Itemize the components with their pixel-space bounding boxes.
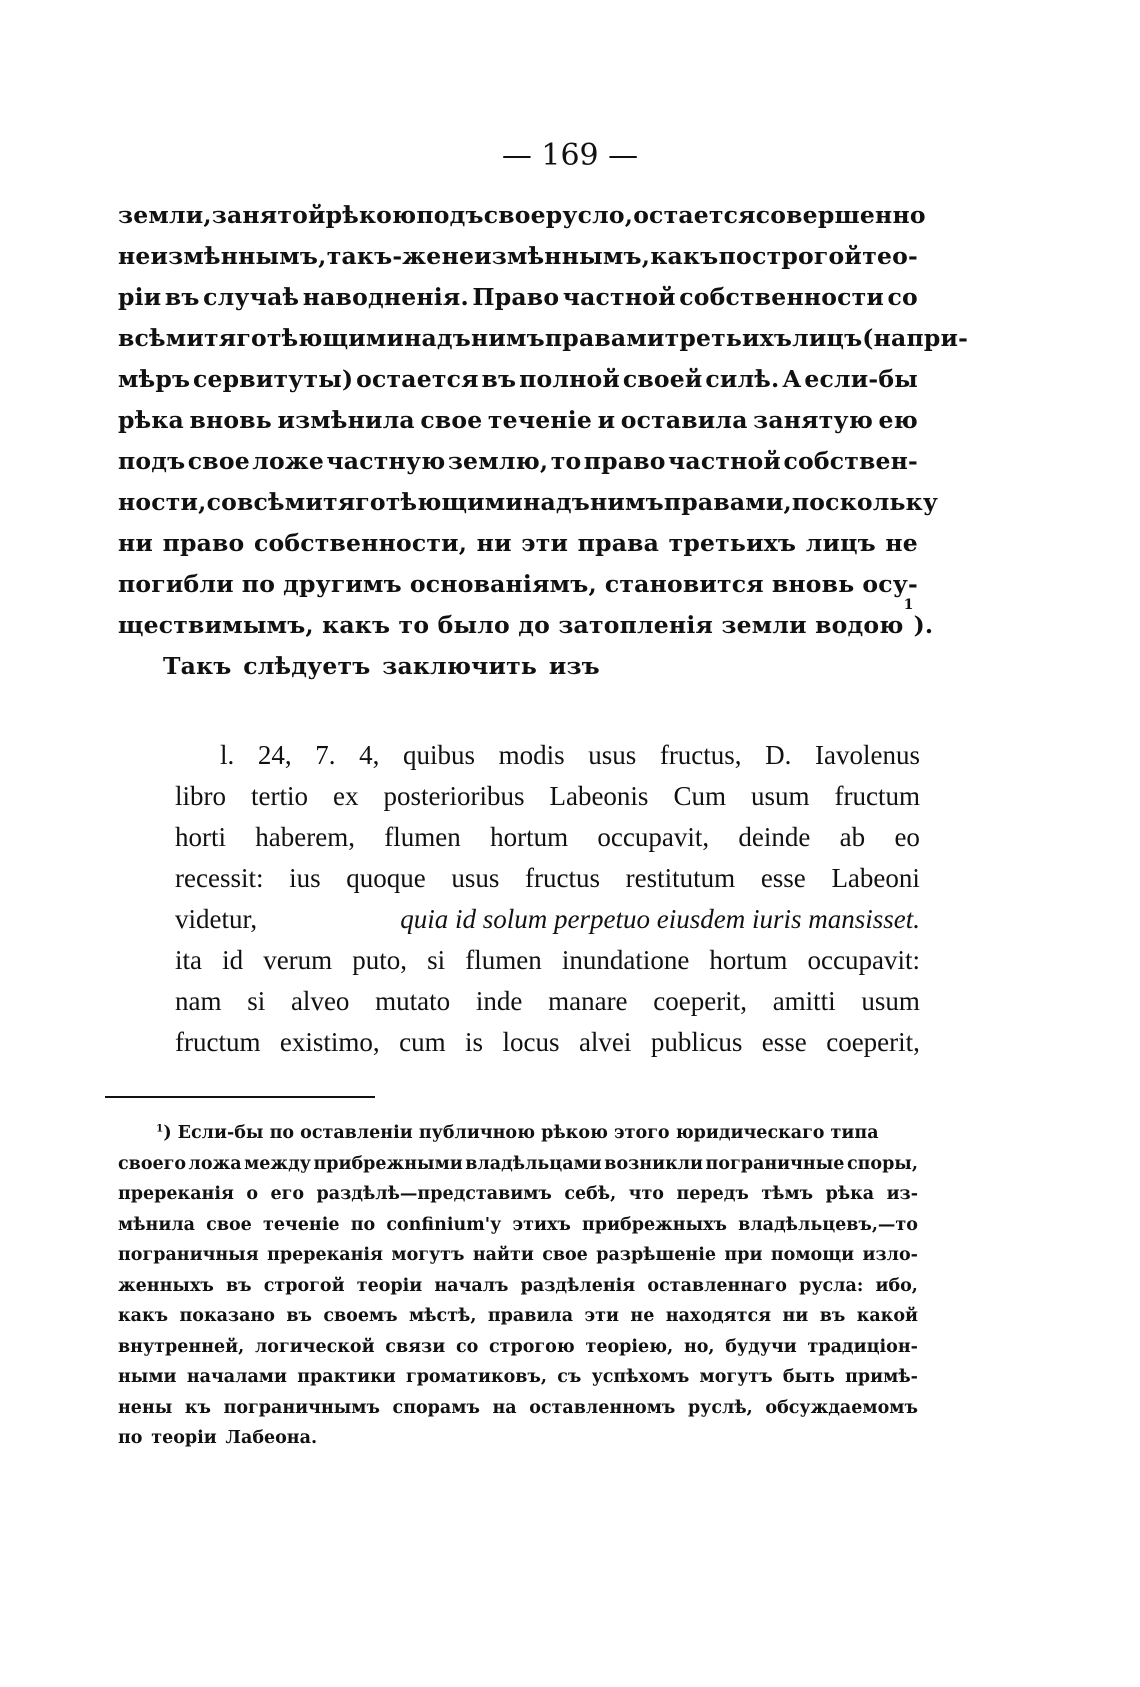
footnote-line: ными началами практики громатиковъ, съ успѣхомъ могутъ быть примѣ-	[118, 1367, 918, 1387]
quote-line: libro tertio ex posterioribus Labeonis Cum usum fructum	[175, 781, 920, 811]
text-line: ности, со всѣми тяготѣющими надъ нимъ правами, поскольку	[118, 488, 939, 516]
footnote-line: какъ показано въ своемъ мѣстѣ, правила эти не находятся ни въ какой	[118, 1306, 918, 1326]
text-line: ни право собственности, ни эти права третьихъ лицъ не	[118, 529, 918, 557]
text-segment: ).	[913, 611, 934, 639]
quote-italic-segment: quia id solum perpetuo eiusdem iuris mansisset.	[400, 904, 920, 934]
quote-segment: videtur,	[175, 904, 258, 934]
footnote-line	[118, 1118, 918, 1149]
text-line: рѣка вновь измѣнила свое теченіе и оставила занятую ею	[118, 406, 918, 434]
footnote-line: пререканія о его раздѣлѣ—представимъ себѣ, что передъ тѣмъ рѣка из-	[118, 1184, 918, 1204]
footnote-marker: 1	[156, 1122, 164, 1135]
quote-line: l. 24, 7. 4, quibus modis usus fructus, D. Iavolenus	[220, 740, 920, 770]
footnote-line: нены къ пограничнымъ спорамъ на оставленномъ руслѣ, обсуждаемомъ	[118, 1397, 918, 1418]
text-line-with-footnote	[118, 597, 934, 646]
quote-line: nam si alveo mutato inde manare coeperit, amitti usum	[175, 986, 920, 1016]
text-line: мѣръ сервитуты) остается въ полной своей силѣ. А если-бы	[118, 365, 918, 393]
quote-line: recessit: ius quoque usus fructus restitutum esse Labeoni	[175, 863, 920, 893]
footnote-divider	[105, 1096, 375, 1098]
quote-line: fructum existimo, cum is locus alvei publicus esse coeperit,	[175, 1027, 920, 1057]
text-line: всѣми тяготѣющими надъ нимъ правами третьихъ лицъ (напри-	[118, 324, 969, 352]
footnote-line: женныхъ въ строгой теоріи началъ раздѣленія оставленнаго русла: ибо,	[118, 1275, 918, 1296]
text-line: погибли по другимъ основаніямъ, становится вновь осу-	[118, 570, 918, 598]
main-text	[118, 195, 969, 687]
text-line: ріи въ случаѣ наводненія. Право частной собственности со	[118, 283, 918, 311]
text-line: неизмѣннымъ, такъ-же неизмѣннымъ, какъ по строгой тео-	[118, 242, 918, 270]
footnote-reference: 1	[903, 597, 914, 613]
footnote-line: мѣнила свое теченіе по confinium'у этихъ прибрежныхъ владѣльцевъ,—то	[118, 1214, 918, 1235]
text-line: земли, занятой рѣкою подъ свое русло, остается совершенно	[118, 201, 926, 229]
page-number: — 169 —	[501, 138, 639, 173]
footnote-line: внутренней, логической связи со строгою теоріею, но, будучи традиціон-	[118, 1336, 918, 1357]
footnote-line: пограничныя пререканія могутъ найти свое разрѣшеніе при помощи изло-	[118, 1245, 918, 1265]
text-line: подъ свое ложе частную землю, то право частной собствен-	[118, 447, 918, 475]
intro-line: Такъ слѣдуетъ заключить изъ	[163, 652, 600, 680]
quote-line: horti haberem, flumen hortum occupavit, deinde ab eo	[175, 822, 920, 852]
latin-quotation	[175, 735, 920, 1063]
footnote-line: по теоріи Лабеона.	[118, 1428, 318, 1448]
quote-line-mixed	[175, 899, 920, 940]
footnote-line: своего ложа между прибрежными владѣльцами возникли пограничные споры,	[118, 1153, 918, 1174]
footnote-segment: ) Если-бы по оставленіи публичною рѣкою этого юридическаго типа	[163, 1123, 879, 1143]
footnote-block	[118, 1118, 918, 1454]
quote-line: ita id verum puto, si flumen inundatione hortum occupavit:	[175, 945, 920, 975]
text-segment: ществимымъ, какъ то было до затопленія земли водою	[118, 611, 904, 639]
